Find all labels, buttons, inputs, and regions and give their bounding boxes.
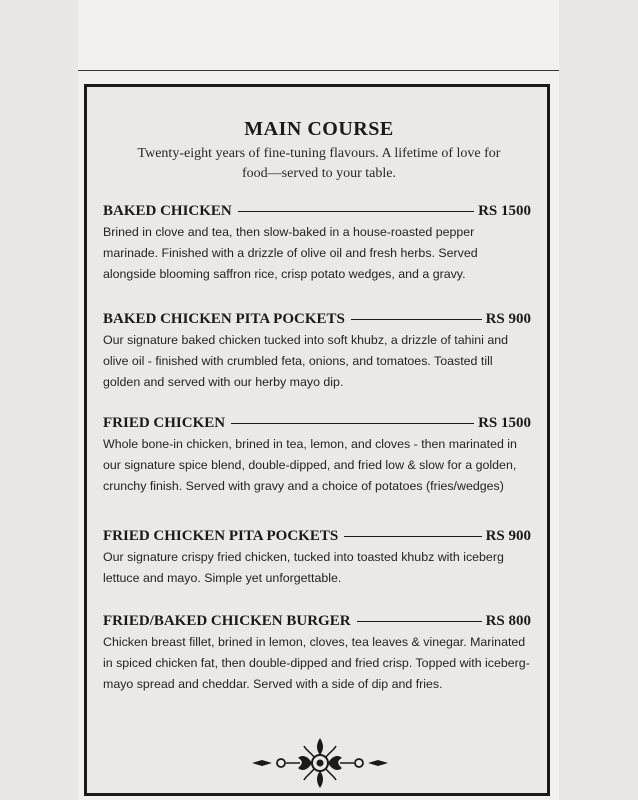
page-title: MAIN COURSE [244,118,394,140]
menu-item-price: RS 1500 [478,414,531,431]
dotted-leader [238,211,474,212]
menu-item-name: FRIED CHICKEN [103,414,226,431]
menu-item [103,309,531,393]
menu-item-name: BAKED CHICKEN PITA POCKETS [103,310,345,327]
menu-item-description: Chicken breast fillet, brined in lemon, cloves, tea leaves & vinegar. Marinated in spiced chicken fat, then double-dipped and fried crisp. Topped with iceberg-mayo spread and cheddar. Served with a side of dip and fries. [103,635,530,691]
dotted-leader [357,621,482,622]
menu-item-name: FRIED/BAKED CHICKEN BURGER [103,612,351,629]
menu-item-description: Our signature crispy fried chicken, tucked into toasted khubz with iceberg lettuce and mayo. Simple yet unforgettable. [103,550,504,585]
menu-item-name: FRIED CHICKEN PITA POCKETS [103,527,339,544]
top-divider [78,70,559,71]
menu-item [103,413,531,497]
menu-item-name: BAKED CHICKEN [103,202,232,219]
menu-item-price: RS 900 [485,310,531,327]
dotted-leader [351,319,482,320]
menu-item-price: RS 900 [485,527,531,544]
menu-item [103,526,531,589]
menu-item-price: RS 800 [485,612,531,629]
menu-item-description: Our signature baked chicken tucked into soft khubz, a drizzle of tahini and olive oil - finished with crumbled feta, onions, and tomatoes. Toasted till golden and served with our herby mayo dip. [103,333,508,389]
dotted-leader [231,423,474,424]
menu-item [103,611,531,695]
flourish-ornament-icon [250,736,390,790]
page-subtitle: Twenty-eight years of fine-tuning flavours. A lifetime of love for food—served to your table. [137,146,501,181]
menu-item-description: Whole bone-in chicken, brined in tea, lemon, and cloves - then marinated in our signature spice blend, double-dipped, and fried low & slow for a golden, crunchy finish. Served with gravy and a choice of potatoes (fries/wedges) [103,437,517,493]
dotted-leader [344,536,481,537]
menu-item-description: Brined in clove and tea, then slow-baked in a house-roasted pepper marinade. Finished with a drizzle of olive oil and fresh herbs. Served alongside blooming saffron rice, crisp potato wedges, and a gravy. [103,225,478,281]
menu-item [103,201,531,285]
menu-item-price: RS 1500 [478,202,531,219]
